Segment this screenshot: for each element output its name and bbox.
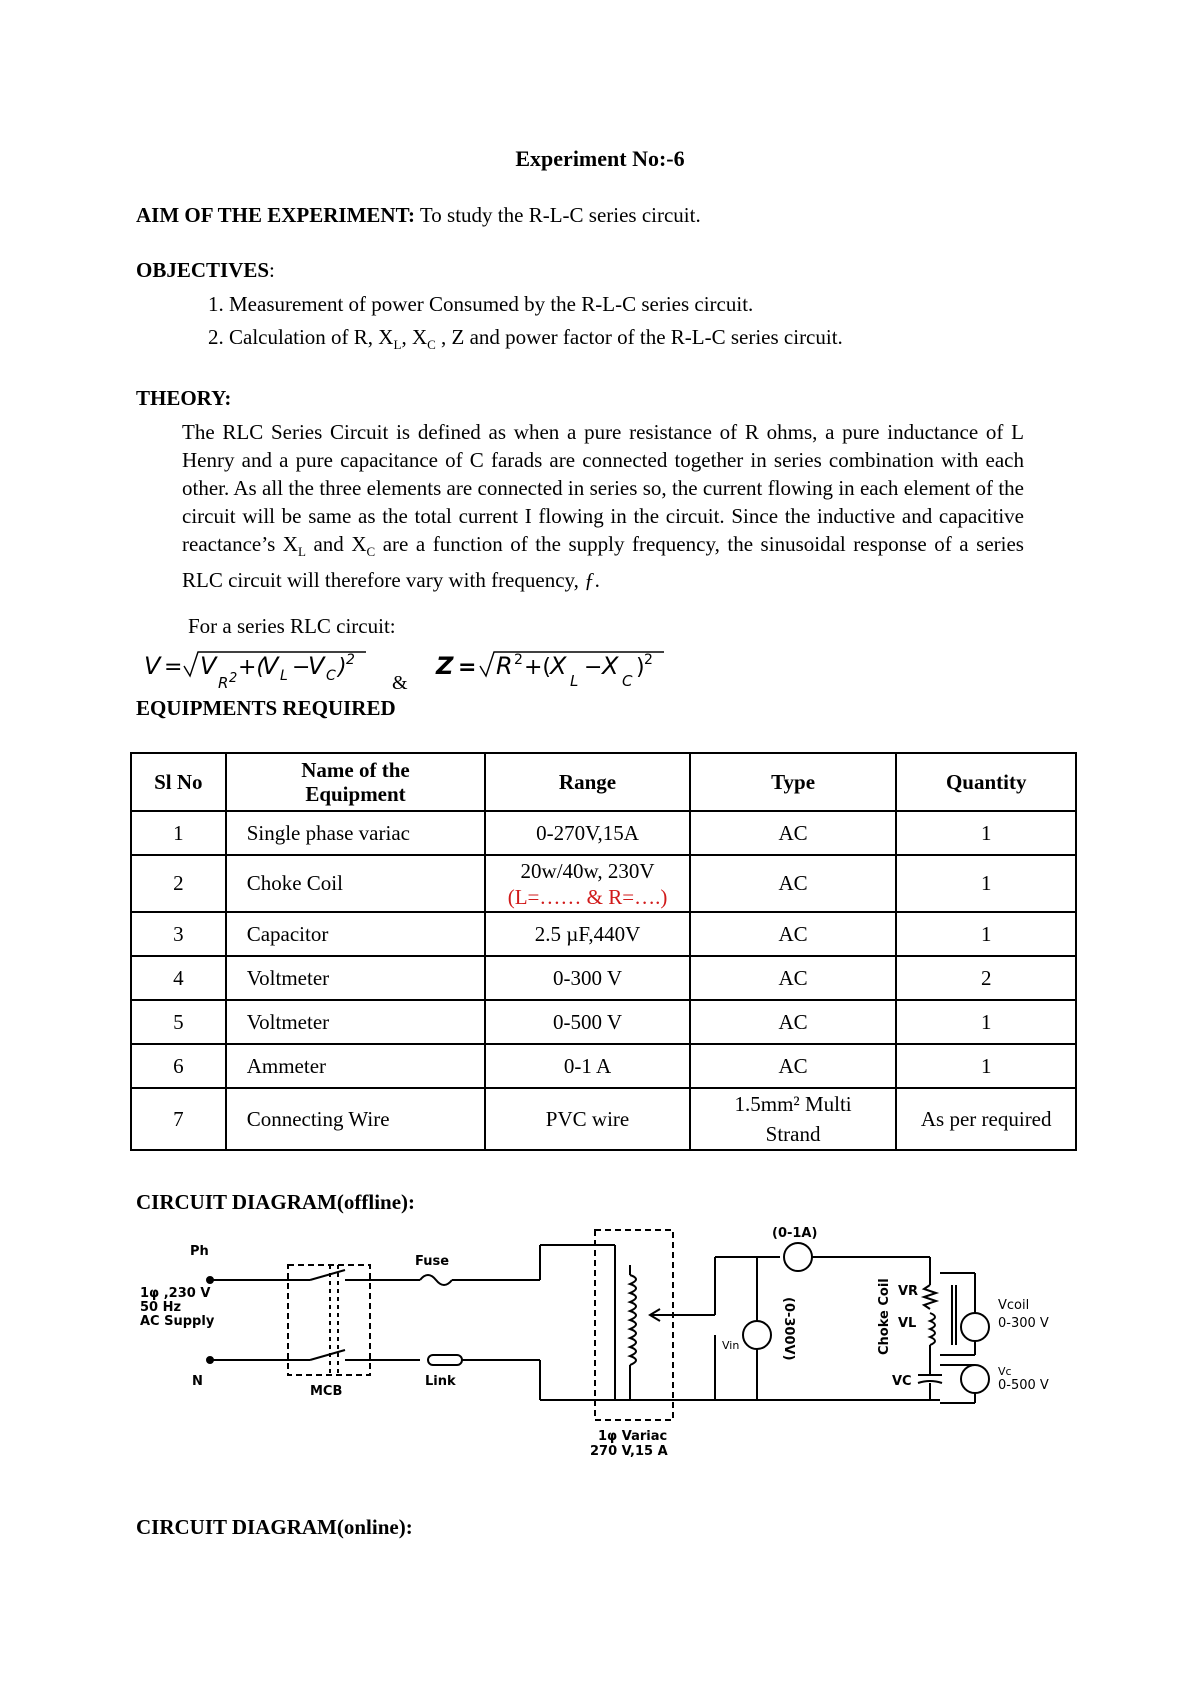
page-title: Experiment No:-6: [515, 146, 685, 171]
cell: 2: [131, 855, 226, 912]
svg-text:V: V: [200, 652, 217, 680]
cell: AC: [690, 855, 897, 912]
svg-text:−: −: [584, 655, 603, 680]
header-type: Type: [690, 753, 897, 811]
equipment-table: [130, 752, 1077, 1151]
circuit-offline-heading: CIRCUIT DIAGRAM(offline):: [136, 1190, 416, 1214]
label-link: Link: [425, 1374, 456, 1389]
label-vl: VL: [898, 1316, 917, 1331]
label-ammeter: (0-1A): [772, 1226, 818, 1241]
label-vc-range: 0-500 V: [998, 1378, 1049, 1393]
label-fuse: Fuse: [415, 1254, 450, 1269]
cell: 5: [131, 1000, 226, 1044]
table-header-row: [131, 753, 1076, 811]
label-vrange: (0-300V): [781, 1297, 796, 1361]
impedance-formula: [432, 646, 672, 702]
svg-text:): ): [338, 655, 347, 680]
label-supply-2: 50 Hz: [140, 1300, 182, 1315]
table-row: [131, 1088, 1076, 1150]
label-vr: VR: [898, 1284, 919, 1299]
cell: As per required: [896, 1088, 1076, 1150]
circuit-diagram: [140, 1225, 1100, 1470]
header-range: Range: [485, 753, 689, 811]
cell: AC: [690, 956, 897, 1000]
table-row: [131, 811, 1076, 855]
cell: 1: [896, 811, 1076, 855]
cell: 3: [131, 912, 226, 956]
label-vin: Vin: [722, 1339, 740, 1352]
cell: 1: [896, 855, 1076, 912]
header-quantity: Quantity: [896, 753, 1076, 811]
label-mcb: MCB: [310, 1384, 343, 1399]
svg-text:+(: +(: [238, 655, 266, 680]
svg-text:L: L: [280, 668, 288, 684]
table-row: [131, 1044, 1076, 1088]
cell: 7: [131, 1088, 226, 1150]
svg-text:V: V: [144, 652, 161, 680]
theory-heading: THEORY:: [136, 386, 232, 410]
label-supply-3: AC Supply: [140, 1314, 215, 1329]
cell: Voltmeter: [226, 956, 486, 1000]
label-supply-1: 1φ ,230 V: [140, 1286, 211, 1301]
label-choke: Choke Coil: [877, 1278, 892, 1355]
cell: 1: [896, 1000, 1076, 1044]
svg-text:R: R: [496, 652, 513, 680]
impedance-formula-graphic: [432, 646, 672, 696]
cell: 6: [131, 1044, 226, 1088]
cell: 0-270V,15A: [485, 811, 689, 855]
equipment-heading: EQUIPMENTS REQUIRED: [136, 696, 396, 720]
svg-text:C: C: [326, 668, 336, 684]
table-row: [131, 855, 1076, 912]
theory-paragraph: The RLC Series Circuit is defined as when a pure resistance of R ohms, a pure inductance of L Henry and a pure capacitance of C farads are connected together in series combination with each other. As all the three elements are connected in series so, the current flowing in each element of the circuit will be same as the total current I flowing in the circuit. Since the inductive and capacitive reactance’s $X_L$ and $X_C$ are a function of the supply frequency, the sinusoidal response of a series RLC circuit will therefore vary with frequency, ƒ.: [182, 420, 1024, 593]
svg-text:X: X: [550, 652, 567, 680]
cell: 0-500 V: [485, 1000, 689, 1044]
svg-text:X: X: [602, 652, 619, 680]
cell: Choke Coil: [226, 855, 486, 912]
objective-item: 1. Measurement of power Consumed by the R-L-C series circuit.: [208, 292, 754, 316]
cell: AC: [690, 1044, 897, 1088]
label-vc-meter: Vc: [998, 1365, 1012, 1378]
cell: Capacitor: [226, 912, 486, 956]
label-variac-1: 1φ Variac: [598, 1429, 668, 1444]
cell: 4: [131, 956, 226, 1000]
svg-text:2: 2: [346, 652, 355, 668]
header-name: Name of the Equipment: [226, 753, 486, 811]
objectives-heading: OBJECTIVES:: [136, 258, 275, 282]
cell: Single phase variac: [226, 811, 486, 855]
choke-note: (L=…… & R=….): [507, 884, 668, 909]
aim-text: To study the R-L-C series circuit.: [419, 203, 701, 227]
label-vc: VC: [892, 1374, 912, 1389]
svg-text:V: V: [308, 652, 325, 680]
cell: PVC wire: [485, 1088, 689, 1150]
aim-line: [136, 203, 701, 228]
svg-text:+(: +(: [524, 655, 552, 680]
table-row: [131, 956, 1076, 1000]
cell: Ammeter: [226, 1044, 486, 1088]
choke-range: 20w/40w, 230V: [520, 858, 655, 883]
cell: 2.5 µF,440V: [485, 912, 689, 956]
cell: Connecting Wire: [226, 1088, 486, 1150]
svg-text:−: −: [292, 655, 311, 680]
label-vcoil: Vcoil: [998, 1298, 1030, 1313]
cell: AC: [690, 1000, 897, 1044]
svg-text:2: 2: [644, 652, 653, 668]
voltage-formula: [140, 646, 380, 702]
svg-text:L: L: [570, 672, 579, 690]
header-sl-no: Sl No: [131, 753, 226, 811]
svg-text:V: V: [262, 652, 279, 680]
label-variac-2: 270 V,15 A: [590, 1444, 668, 1459]
table-row: [131, 912, 1076, 956]
svg-text:2: 2: [514, 652, 523, 668]
cell: [485, 855, 689, 912]
cell: 1.5mm² Multi Strand: [690, 1088, 897, 1150]
label-ph: Ph: [190, 1244, 209, 1259]
cell: 0-300 V: [485, 956, 689, 1000]
svg-text:R: R: [218, 674, 229, 692]
aim-label: AIM OF THE EXPERIMENT:: [136, 203, 416, 227]
svg-text:=: =: [458, 655, 477, 680]
cell: 1: [896, 1044, 1076, 1088]
table-row: [131, 1000, 1076, 1044]
svg-text:=: =: [164, 655, 183, 680]
svg-text:2: 2: [229, 671, 238, 686]
circuit-online-heading: CIRCUIT DIAGRAM(online):: [136, 1515, 413, 1539]
voltage-formula-graphic: [140, 646, 380, 696]
cell: 1: [131, 811, 226, 855]
svg-text:Z: Z: [436, 652, 454, 680]
cell: 1: [896, 912, 1076, 956]
formula-intro: For a series RLC circuit:: [188, 614, 396, 638]
cell: AC: [690, 811, 897, 855]
svg-text:): ): [636, 655, 645, 680]
svg-text:C: C: [622, 672, 633, 690]
objective-item: 2. Calculation of R, $X_L$, $X_C$ , Z and power factor of the R-L-C series circuit.: [208, 325, 843, 353]
cell: 2: [896, 956, 1076, 1000]
label-vcoil-range: 0-300 V: [998, 1316, 1049, 1331]
label-n: N: [192, 1374, 203, 1389]
cell: Voltmeter: [226, 1000, 486, 1044]
cell: 0-1 A: [485, 1044, 689, 1088]
ampersand: &: [392, 672, 408, 694]
cell: AC: [690, 912, 897, 956]
